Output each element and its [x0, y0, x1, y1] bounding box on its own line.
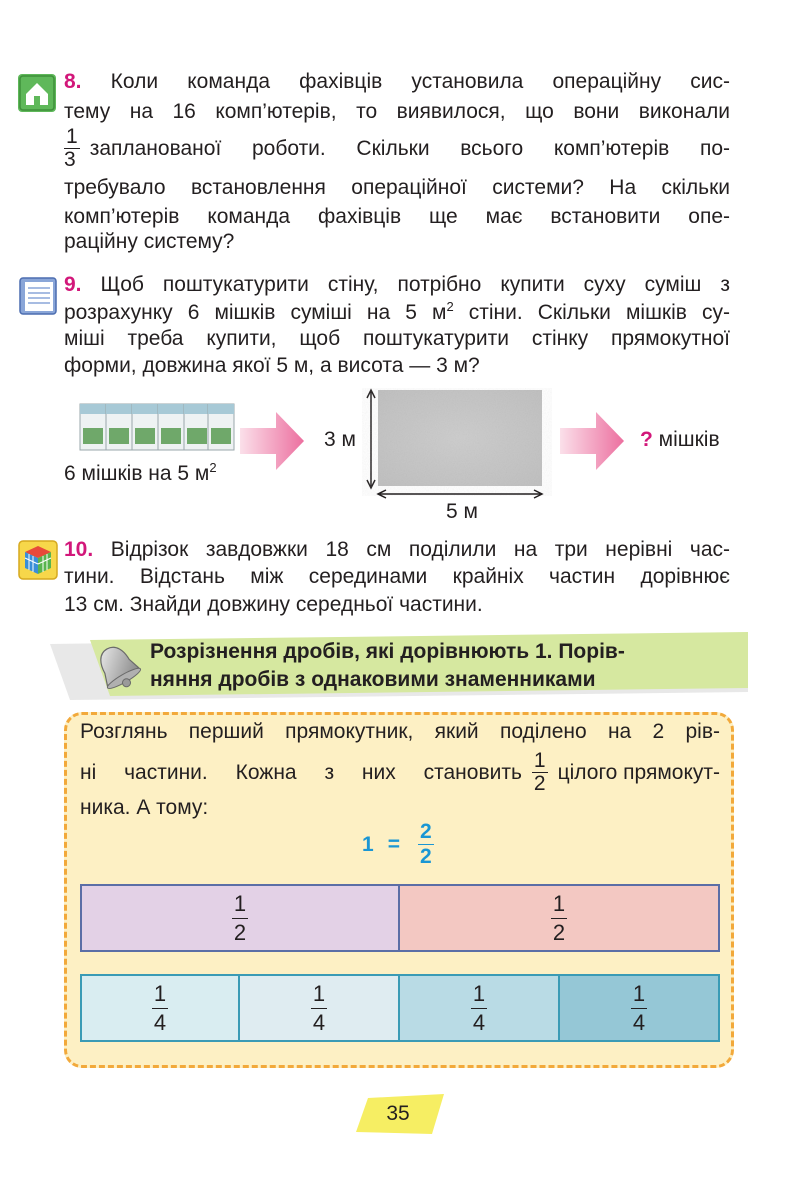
wall-diagram — [362, 388, 552, 508]
task-8-line-6: раційну систему? — [64, 230, 235, 253]
equation-fraction: $\frac{2}{2}$ — [419, 820, 432, 868]
bell-icon — [90, 640, 146, 701]
fraction-one-third: $\frac{1}{3}$ — [64, 125, 78, 171]
cement-bags-illustration — [78, 400, 238, 452]
quarter-fraction: $\frac{1}{4}$ — [632, 980, 646, 1035]
task-10-line-1: Відрізок завдовжки 18 см поділили на три нерівні час- — [110, 538, 730, 561]
half-cell — [400, 884, 720, 952]
quarter-fraction: $\frac{1}{4}$ — [153, 980, 167, 1035]
task-8-line-1: Коли команда фахівців установила операційну сис- — [110, 70, 730, 93]
arrow-right-icon — [240, 408, 306, 479]
section-banner — [40, 632, 750, 702]
quarter-cell — [240, 974, 400, 1042]
width-label: 5 м — [446, 500, 478, 523]
task-9-line-2b: стіни. Скільки мішків су- — [453, 301, 730, 324]
task-9-line-2a: розрахунку 6 мішків суміші на 5 м — [64, 301, 447, 324]
task-9-line-3: міші треба купити, щоб поштукатурити стінку прямокутної — [64, 327, 730, 350]
quarters-rectangle — [80, 974, 720, 1042]
halves-rectangle — [80, 884, 720, 952]
task-8-line-3: запланованої роботи. Скільки всього комп’ютерів по- — [89, 136, 730, 160]
task-9-number: 9. — [64, 273, 82, 296]
result-label: ? мішків — [640, 428, 720, 451]
equation-left: 1 — [362, 832, 374, 856]
bags-caption: 6 мішків на 5 $м^2$ — [64, 460, 217, 485]
quarter-fraction: $\frac{1}{4}$ — [472, 980, 486, 1035]
quarter-cell — [560, 974, 720, 1042]
info-line-2b: цілого прямокут- — [557, 760, 720, 784]
home-task-icon — [18, 74, 56, 112]
section-title-line-1: Розрізнення дробів, які дорівнюють 1. Порів- — [150, 640, 625, 663]
info-line-1: Розглянь перший прямокутник, який поділено на 2 рів- — [80, 720, 720, 743]
notebook-task-icon — [18, 276, 56, 314]
equation-sign: = — [387, 832, 400, 856]
task-8-number: 8. — [64, 70, 82, 93]
quarter-cell — [400, 974, 560, 1042]
page-number-badge — [354, 1092, 446, 1136]
half-fraction: $\frac{1}{2}$ — [233, 890, 247, 945]
fraction-one-half: $\frac{1}{2}$ — [533, 749, 546, 795]
equation — [362, 820, 438, 869]
task-8-line-5: комп’ютерів команда фахівців ще має встановити опе- — [64, 205, 730, 228]
height-label: 3 м — [324, 428, 356, 451]
task-9-line-1: Щоб поштукатурити стіну, потрібно купити суху суміш з — [100, 273, 730, 296]
info-line-2a: ні частини. Кожна з них становить — [80, 760, 522, 784]
task-8-line-2: тему на 16 комп’ютерів, то виявилося, що вони виконали — [64, 100, 730, 123]
task-10-number: 10. — [64, 538, 94, 561]
half-fraction: $\frac{1}{2}$ — [552, 890, 566, 945]
task-10-line-3: 13 см. Знайди довжину середньої частини. — [64, 593, 483, 616]
info-line-3: ника. А тому: — [80, 796, 209, 819]
question-mark: ? — [640, 428, 653, 451]
task-9-line-4: форми, довжина якої 5 м, а висота — 3 м? — [64, 354, 480, 377]
task-8-line-4: требувало встановлення операційної системи? На скільки — [64, 176, 730, 199]
quarter-cell — [80, 974, 240, 1042]
arrow-right-icon-2 — [560, 408, 626, 479]
section-title-line-2: няння дробів з однаковими знаменниками — [150, 668, 596, 691]
quarter-fraction: $\frac{1}{4}$ — [312, 980, 326, 1035]
rubik-cube-icon — [18, 540, 56, 578]
half-cell — [80, 884, 400, 952]
page-number: 35 — [386, 1102, 410, 1125]
task-10-line-2: тини. Відстань між серединами крайніх частин дорівнює — [64, 565, 730, 588]
